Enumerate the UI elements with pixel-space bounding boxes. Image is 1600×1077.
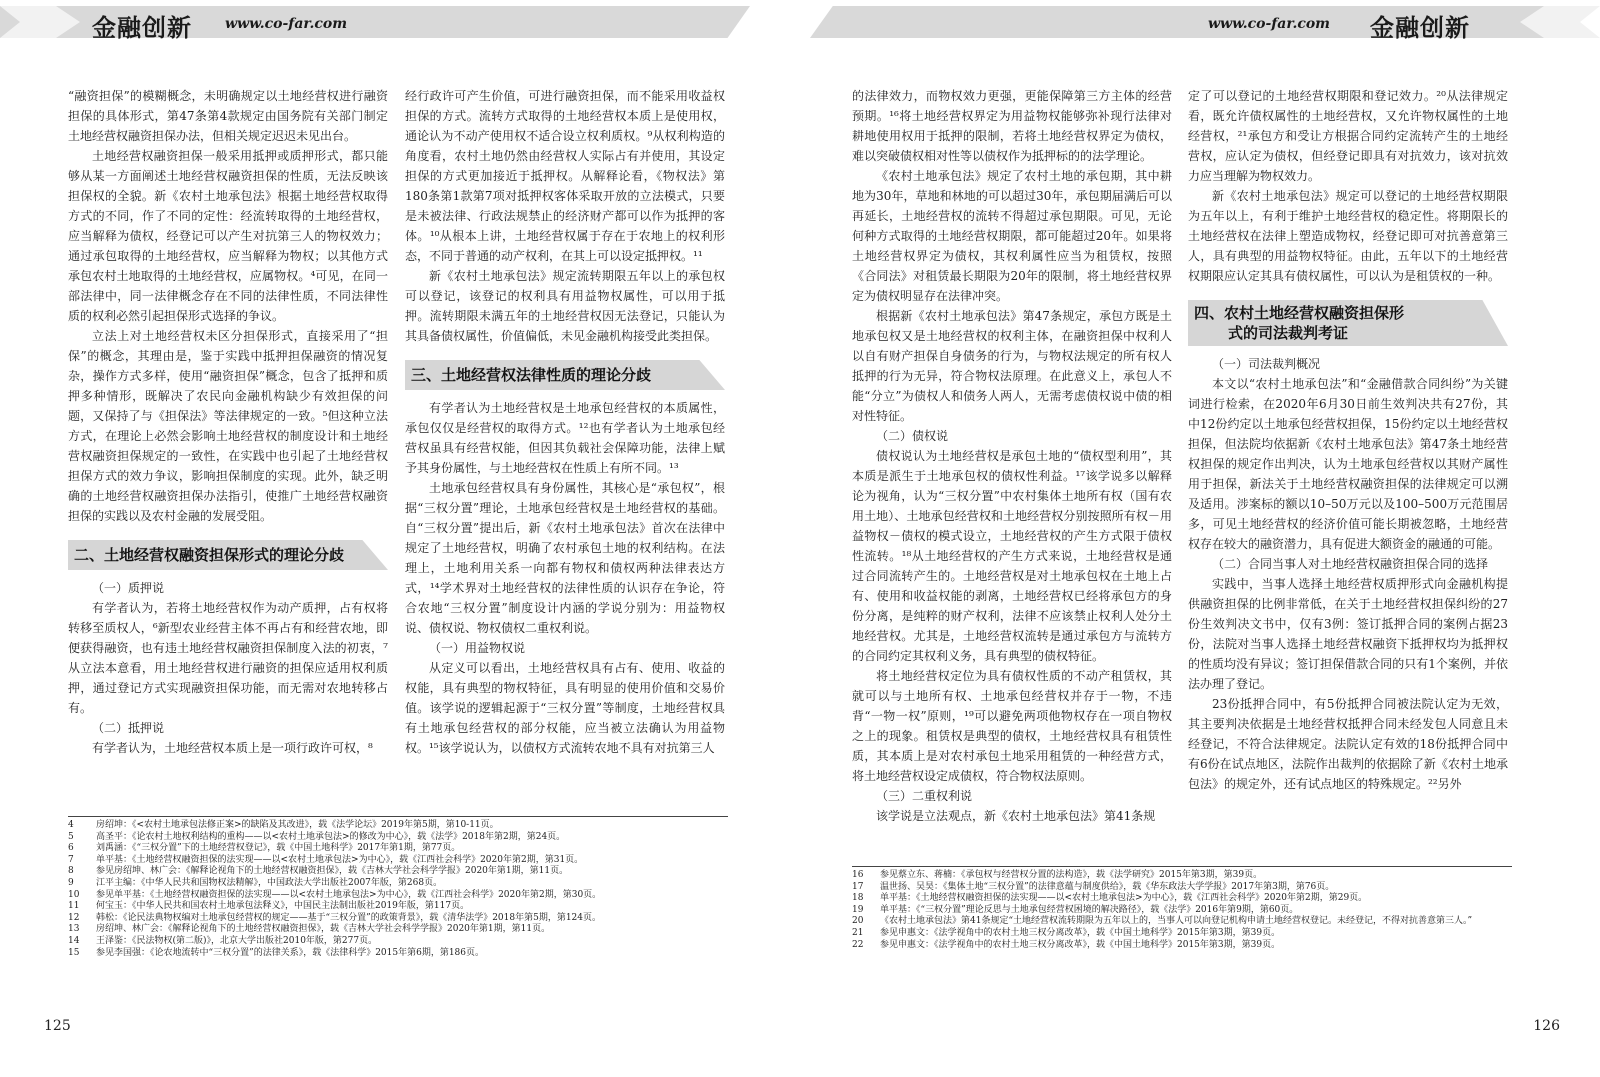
section-title: 二、土地经营权融资担保形式的理论分歧 xyxy=(74,546,345,564)
paragraph: 将土地经营权定位为具有债权性质的不动产租赁权，其就可以与土地所有权、土地承包经营权并存于一物，不违背“一物一权”原则，¹⁹可以避免两项他物权存在一项自物权之上的现象。租赁权是典型的债权，土地经营权具有租赁性质，其本质上是对农村承包土地采用租赁的一种经营方式，将土地经营权设定成债权，符合物权法原则。 xyxy=(852,669,1172,783)
subsection-heading: （一）司法裁判概况 xyxy=(1212,357,1321,371)
footnote-item xyxy=(68,878,728,890)
section-heading-2 xyxy=(68,540,388,570)
paragraph: 该学说是立法观点，新《农村土地承包法》第41条规 xyxy=(876,809,1156,823)
footnote-item xyxy=(68,820,728,832)
footnote-number: 4 xyxy=(68,820,74,830)
paragraph: 土地承包经营权具有身份属性，其核心是“承包权”，根据“三权分置”理论，土地承包经营权是土地经营权的基础。自“三权分置”提出后，新《农村土地承包法》首次在法律中规定了土地经营权，明确了农村承包土地的权利结构。在法理上，土地利用关系一向都有物权和债权两种法律表达方式，¹⁴学术界对土地经营权的法律性质的认识存在争论，符合农地“三权分置”制度设计内涵的学说分别为：用益物权说、债权说、物权债权二重权利说。 xyxy=(405,481,725,635)
footnote-number: 7 xyxy=(68,854,74,865)
subsection-heading: （三）二重权利说 xyxy=(876,789,973,803)
paragraph: 从定义可以看出，土地经营权具有占有、使用、收益的权能，具有典型的物权特征，具有明显的使用价值和交易价值。该学说的逻辑起源于“三权分置”等制度，土地经营权具有土地承包经营权的部分权能，应当被立法确认为用益物权。¹⁵该学说认为，以债权方式流转农地不具有对抗第三人 xyxy=(405,661,725,755)
footnote-item xyxy=(852,916,1512,928)
footnote-text: 刘禹涵：《“三权分置”下的土地经营权登记》，载《中国土地科学》2017年第1期，第77页。 xyxy=(96,843,461,854)
subsection-heading: （二）抵押说 xyxy=(92,721,165,735)
footnote-number: 17 xyxy=(852,881,864,892)
website-url[interactable]: www.co-far.com xyxy=(1207,16,1330,32)
footnote-item xyxy=(68,901,728,913)
footnote-text: 单平基：《土地经营权融资担保的法实现——以<农村土地承包法>为中心》，载《江西社会科学》2020年第2期，第29页。 xyxy=(880,893,1368,904)
section-heading-4 xyxy=(1188,300,1508,346)
paragraph: 《农村土地承包法》规定了农村土地的承包期，其中耕地为30年，草地和林地的可以超过30年，承包期届满后可以再延长，土地经营权的流转不得超过承包期限。可见，无论何种方式取得的土地经营权期限，都可能超过20年。如果将土地经营权界定为债权，其权利属性应当为租赁权，按照《合同法》对租赁最长期限为20年的限制，将土地经营权界定为债权明显存在法律冲突。 xyxy=(852,169,1172,303)
footnote-text: 王泽鉴：《民法物权(第二版)》，北京大学出版社2010年版，第277页。 xyxy=(96,935,378,946)
magazine-brand: 金融创新 xyxy=(92,14,192,42)
footnote-text: 《农村土地承包法》第41条规定“土地经营权流转期限为五年以上的，当事人可以向登记机构申请土地经营权登记。未经登记，不得对抗善意第三人。” xyxy=(880,916,1473,927)
left-header xyxy=(0,6,800,42)
footnote-text: 单平基：《“三权分置”理论反思与土地承包经营权困境的解决路径》，载《法学》2016年第9期，第60页。 xyxy=(880,904,1299,915)
footnote-text: 参见蔡立东、蒋楠：《承包权与经营权分置的法构造》，载《法学研究》2015年第3期，第39页。 xyxy=(880,870,1263,880)
footnote-text: 参见李国强：《论农地流转中“三权分置”的法律关系》，载《法律科学》2015年第6期，第186页。 xyxy=(96,947,485,958)
footnote-item xyxy=(852,882,1512,894)
footnote-text: 房绍坤：《<农村土地承包法修正案>的缺陷及其改进》，载《法学论坛》2019年第5期，第10-11页。 xyxy=(96,820,499,830)
paragraph: “融资担保”的模糊概念，未明确规定以土地经营权进行融资担保的具体形式，第47条第4款规定由国务院有关部门制定土地经营权融资担保办法，但相关规定迟迟未见出台。 xyxy=(68,89,388,143)
footnote-number: 14 xyxy=(68,935,80,946)
paragraph: 有学者认为土地经营权是土地承包经营权的本质属性，承包仅仅是经营权的取得方式。¹²也有学者认为土地承包经营权虽具有经营权能，但因其负载社会保障功能，法律上赋予其身份属性，与土地经营权在性质上有所不同。¹³ xyxy=(405,401,725,475)
footnote-item xyxy=(852,905,1512,917)
footnote-number: 19 xyxy=(852,904,864,915)
footnote-number: 6 xyxy=(68,843,74,854)
section-heading-3 xyxy=(405,360,725,390)
paragraph: 新《农村土地承包法》规定可以登记的土地经营权期限为五年以上，有利于维护土地经营权的稳定性。将期限长的土地经营权在法律上塑造成物权，经登记即可对抗善意第三人，具有典型的用益物权特征。由此，五年以下的土地经营权期限应认定其具有债权属性，可以认为是租赁权的一种。 xyxy=(1188,189,1508,283)
right-page xyxy=(800,0,1600,1077)
right-column-2 xyxy=(1188,86,1508,794)
paragraph: 实践中，当事人选择土地经营权质押形式向金融机构提供融资担保的比例非常低，在关于土地经营权担保纠纷的27份生效判决文书中，仅有3例：签订抵押合同的案例占据23份，法院对当事人选择土地经营权融资下抵押权均为抵押权的性质均没有异议；签订担保借款合同的只有1个案例，并依法办理了登记。 xyxy=(1188,577,1508,691)
paragraph: 土地经营权融资担保一般采用抵押或质押形式，都只能够从某一方面阐述土地经营权融资担保的性质，无法反映该担保权的全貌。新《农村土地承包法》根据土地经营权取得方式的不同，作了不同的定性：经流转取得的土地经营权，应当解释为债权，经登记可以产生对抗第三人的物权效力；通过承包取得的土地经营权，应当解释为物权；以其他方式承包农村土地取得的土地经营权，应属物权。⁴可见，在同一部法律中，同一法律概念存在不同的法律性质，不同法律性质的权利必然引起担保形式选择的争议。 xyxy=(68,149,388,323)
subsection-heading: （一）质押说 xyxy=(92,581,165,595)
footnote-text: 单平基：《土地经营权融资担保的法实现——以<农村土地承包法>为中心》，载《江西社会科学》2020年第2期，第31页。 xyxy=(96,854,584,865)
left-footnotes xyxy=(68,816,728,959)
footnote-number: 16 xyxy=(852,870,864,880)
paragraph: 定了可以登记的土地经营权期限和登记效力。²⁰从法律规定看，既允许债权属性的土地经营权，又允许物权属性的土地经营权，²¹承包方和受让方根据合同约定流转产生的土地经营权，应认定为债权，但经登记即具有对抗效力，该对抗效力应当理解为物权效力。 xyxy=(1188,89,1508,183)
footnote-item xyxy=(68,948,728,960)
right-column-1 xyxy=(852,86,1172,826)
footnote-item xyxy=(68,843,728,855)
footnote-number: 13 xyxy=(68,924,80,935)
left-column-1 xyxy=(68,86,388,758)
subsection-heading: （二）合同当事人对土地经营权融资担保合同的选择 xyxy=(1212,557,1489,571)
paragraph: 23份抵押合同中，有5份抵押合同被法院认定为无效，其主要判决依据是土地经营权抵押合同未经发包人同意且未经登记，不符合法律规定。法院认定有效的18份抵押合同中有6份在试点地区，法院作出裁判的依据除了新《农村土地承包法》的规定外，还有试点地区的特殊规定。²²另外 xyxy=(1188,697,1508,791)
paragraph: 立法上对土地经营权未区分担保形式，直接采用了“担保”的概念，其理由是，鉴于实践中抵押担保融资的情况复杂，操作方式多样，使用“融资担保”概念，包含了抵押和质押多种情形，既解决了农民向金融机构缺少有效担保的问题，又保持了与《担保法》等法律规定的一致。⁵但这种立法方式，在理论上必然会影响土地经营权的制度设计和土地经营权融资担保规定的一致性，在实践中也引起了土地经营权担保方式的效力争议，影响担保制度的实现。此外，缺乏明确的土地经营权融资担保办法指引，使推广土地经营权融资担保的实践以及农村金融的发展受阻。 xyxy=(68,329,388,523)
footnote-text: 参见申惠文：《法学视角中的农村土地三权分离改革》，载《中国土地科学》2015年第3期，第39页。 xyxy=(880,939,1281,950)
section-title xyxy=(1188,300,1508,343)
paragraph: 有学者认为，若将土地经营权作为动产质押，占有权将转移至质权人，⁶新型农业经营主体不再占有和经营农地，即便获得融资，也有违土地经营权融资担保制度入法的初衷，⁷从立法本意看，用土地经营权进行融资的担保应适用权利质押，通过登记方式实现融资担保功能，而无需对农地转移占有。 xyxy=(68,601,388,715)
footnote-text: 何宝玉：《中华人民共和国农村土地承包法释义》，中国民主法制出版社2019年版，第117页。 xyxy=(96,901,470,912)
footnote-item xyxy=(68,924,728,936)
paragraph: 有学者认为，土地经营权本质上是一项行政许可权，⁸ xyxy=(92,741,373,755)
footnote-number: 15 xyxy=(68,947,80,958)
footnote-text: 参见单平基：《土地经营权融资担保的法实现——以<农村土地承包法>为中心》，载《江西社会科学》2020年第2期，第30页。 xyxy=(96,889,602,900)
footnote-divider xyxy=(852,866,1512,867)
footnote-item xyxy=(852,940,1512,952)
page-number: 126 xyxy=(1533,1018,1560,1034)
paragraph: 经行政许可产生价值，可进行融资担保，而不能采用收益权担保的方式。流转方式取得的土地经营权本质上是使用权，通论认为不动产使用权不适合设立权利质权。⁹从权利构造的角度看，农村土地仍然由经营权人实际占有并使用，其设定担保的方式更加接近于抵押权。从解释论看，《物权法》第180条第1款第7项对抵押权客体采取开放的立法模式，只要是未被法律、行政法规禁止的经济财产都可以作为抵押的客体。¹⁰从根本上讲，土地经营权属于存在于农地上的权利形态，不同于普通的动产权利，在其上可以设定抵押权。¹¹ xyxy=(405,89,725,263)
footnote-text: 房绍坤、林广会：《解释论视角下的土地经营权融资担保》，载《吉林大学社会科学学报》2020年第1期，第11页。 xyxy=(96,924,551,935)
footnote-text: 高圣平：《论农村土地权利结构的重构——以<农村土地承包法>的修改为中心》，载《法学》2018年第2期，第24页。 xyxy=(96,831,566,842)
footnote-number: 22 xyxy=(852,939,864,950)
footnote-item xyxy=(68,832,728,844)
paragraph: 新《农村土地承包法》规定流转期限五年以上的承包权可以登记，该登记的权利具有用益物权属性，可以用于抵押。流转期限未满五年的土地经营权因无法登记，只能认为其具备债权属性，价值偏低，未见金融机构接受此类担保。 xyxy=(405,269,725,343)
footnote-number: 9 xyxy=(68,877,74,888)
footnote-number: 18 xyxy=(852,893,864,904)
paragraph: 债权说认为土地经营权是承包土地的“债权型利用”，其本质是派生于土地承包权的债权性利益。¹⁷该学说多以解释论为视角，认为“三权分置”中农村集体土地所有权（国有农用土地）、土地承包经营权和土地经营权分别按照所有权－用益物权－债权的模式设立，土地经营权的产生方式限于债权性流转。¹⁸从土地经营权的产生方式来说，土地经营权是通过合同流转产生的。土地经营权是对土地承包权在土地上占有、使用和收益权能的剥离，土地经营权已经将承包方的身份分离，是纯粹的财产权利，法律不应该禁止权利人处分土地经营权。尤其是，土地经营权流转是通过承包方与流转方的合同约定其权利义务，具有典型的债权特征。 xyxy=(852,449,1172,663)
footnote-item xyxy=(852,870,1512,882)
left-column-2 xyxy=(405,86,725,758)
section-title-line: 式的司法裁判考证 xyxy=(1228,324,1349,342)
footnote-number: 12 xyxy=(68,912,80,923)
footnote-item xyxy=(68,936,728,948)
paragraph: 的法律效力，而物权效力更强，更能保障第三方主体的经营预期。¹⁶将土地经营权界定为用益物权能够弥补现行法律对耕地使用权用于抵押的限制，若将土地经营权界定为债权，难以突破债权相对性等以债权作为抵押标的的法学理论。 xyxy=(852,89,1172,163)
right-footnotes xyxy=(852,866,1512,951)
footnote-item xyxy=(68,913,728,925)
section-title: 三、土地经营权法律性质的理论分歧 xyxy=(411,366,652,384)
footnote-item xyxy=(852,893,1512,905)
footnote-item xyxy=(68,890,728,902)
footnote-item xyxy=(852,928,1512,940)
subsection-heading: （一）用益物权说 xyxy=(429,641,526,655)
paragraph: 根据新《农村土地承包法》第47条规定，承包方既是土地承包权又是土地经营权的权利主体，在融资担保中权利人以自有财产担保自身债务的行为，与物权法规定的所有权人抵押的行为无异，符合物权法原理。在此意义上，承包人不能“分立”为债权人和债务人两人，无需考虑债权说中债的相对性特征。 xyxy=(852,309,1172,423)
footnote-item xyxy=(68,855,728,867)
footnote-divider xyxy=(68,816,728,817)
footnote-text: 江平主编：《中华人民共和国物权法精解》，中国政法大学出版社2007年版，第268页。 xyxy=(96,877,443,888)
footnote-number: 11 xyxy=(68,901,80,912)
footnote-text: 参见申惠文：《法学视角中的农村土地三权分离改革》，载《中国土地科学》2015年第3期，第39页。 xyxy=(880,927,1281,938)
magazine-brand: 金融创新 xyxy=(1370,14,1470,42)
footnote-number: 10 xyxy=(68,889,80,900)
footnote-number: 21 xyxy=(852,927,864,938)
footnote-number: 20 xyxy=(852,916,864,927)
website-url[interactable]: www.co-far.com xyxy=(225,16,348,32)
footnote-text: 韩松：《论民法典物权编对土地承包经营权的规定——基于“三权分置”的政策背景》，载《清华法学》2018年第5期，第124页。 xyxy=(96,912,602,923)
page-number: 125 xyxy=(44,1018,71,1034)
footnote-number: 8 xyxy=(68,866,74,877)
paragraph: 本文以“农村土地承包法”和“金融借款合同纠纷”为关键词进行检索，在2020年6月30日前生效判决共有27份，其中12份约定以土地承包经营权担保，15份约定以土地经营权担保，但法院均依据新《农村土地承包法》第47条土地经营权担保的规定作出判决，认为土地承包经营权以其财产属性用于担保，新法关于土地经营权融资担保的法律规定可以溯及适用。涉案标的额以10–50万元以及100–500万元范围居多，可见土地经营权的经济价值可能长期被忽略，土地经营权存在较大的融资潜力，具有促进大额资金的融通的可能。 xyxy=(1188,377,1508,551)
footnote-item xyxy=(68,866,728,878)
section-title-line: 四、农村土地经营权融资担保形 xyxy=(1194,304,1405,322)
footnote-text: 参见房绍坤、林广会：《解释论视角下的土地经营权融资担保》，载《吉林大学社会科学学报》2020年第1期，第11页。 xyxy=(96,866,569,877)
footnote-text: 温世扬、吴昊：《集体土地“三权分置”的法律意蕴与制度供给》，载《华东政法大学学报》2017年第3期，第76页。 xyxy=(880,881,1335,892)
footnote-number: 5 xyxy=(68,831,74,842)
right-header xyxy=(800,6,1600,42)
subsection-heading: （二）债权说 xyxy=(876,429,949,443)
